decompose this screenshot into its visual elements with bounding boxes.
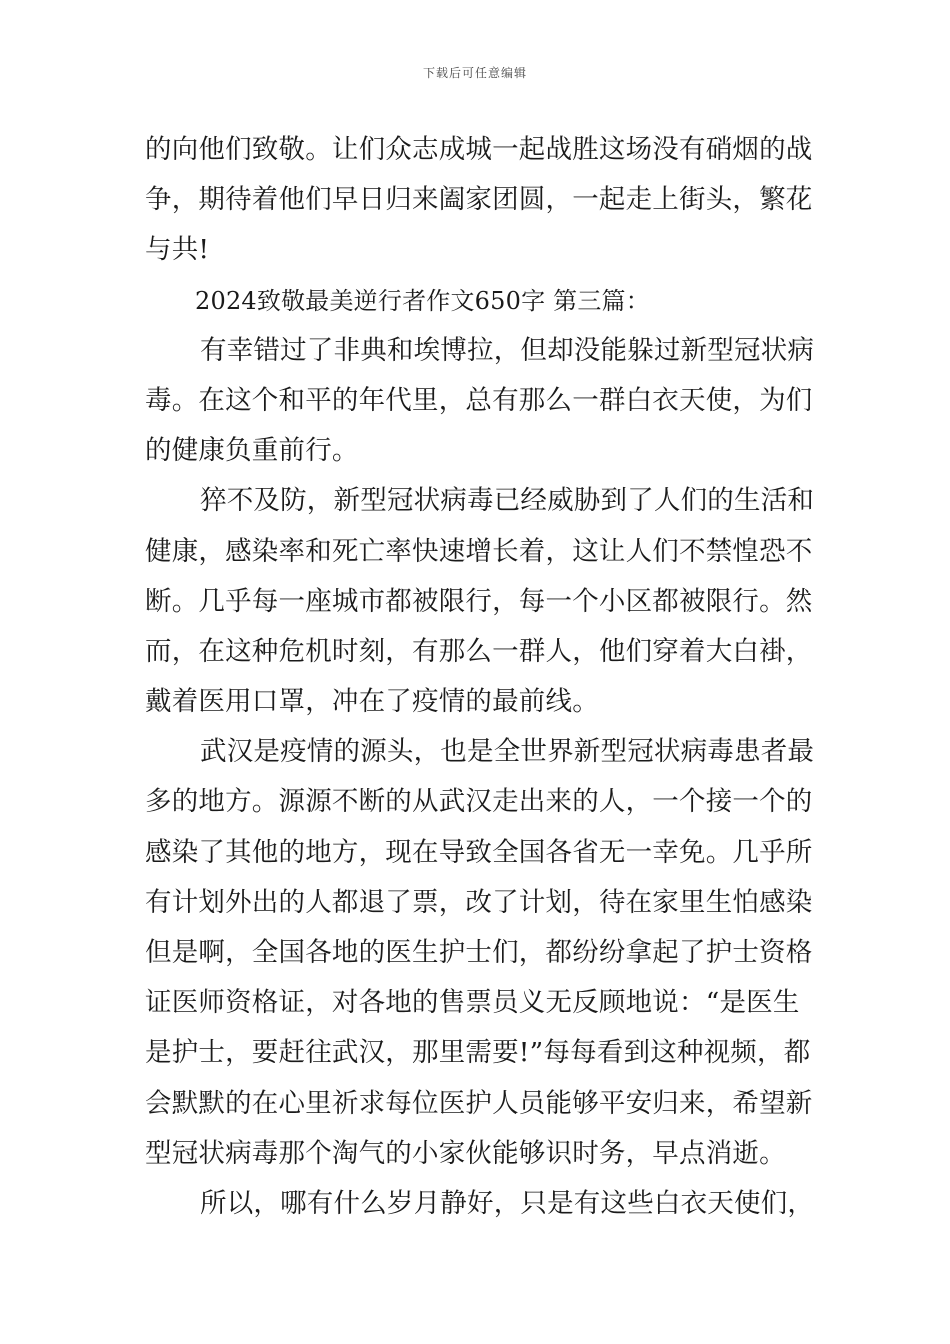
text-line: 毒。在这个和平的年代里，总有那么一群白衣天使，为们 — [145, 384, 813, 416]
text-line: 是护士，要赶往武汉，那里需要!”每每看到这种视频，都 — [145, 1037, 811, 1069]
text-line: 有计划外出的人都退了票，改了计划，待在家里生怕感染 — [145, 886, 813, 918]
text-line: 感染了其他的地方，现在导致全国各省无一幸免。几乎所 — [145, 836, 813, 868]
page-header: 下载后可任意编辑 — [422, 66, 527, 80]
text-line: 的健康负重前行。 — [145, 435, 359, 467]
document-body — [145, 128, 815, 1232]
text-line: 证医师资格证，对各地的售票员义无反顾地说：“是医生 — [145, 987, 800, 1019]
text-line: 所以，哪有什么岁月静好，只是有这些白衣天使们， — [200, 1187, 815, 1219]
text-line: 而，在这种危机时刻，有那么一群人，他们穿着大白褂， — [145, 635, 813, 667]
text-line: 戴着医用口罩，冲在了疫情的最前线。 — [145, 686, 599, 718]
text-line: 有幸错过了非典和埃博拉，但却没能躲过新型冠状病 — [200, 334, 815, 366]
text-line: 健康，感染率和死亡率快速增长着，这让人们不禁惶恐不 — [145, 535, 813, 567]
text-line: 的向他们致敬。让们众志成城一起战胜这场没有硝烟的战 — [145, 134, 813, 165]
text-line: 与共! — [145, 234, 210, 266]
text-line: 猝不及防，新型冠状病毒已经威胁到了人们的生活和 — [200, 485, 815, 517]
text-line: 争，期待着他们早日归来阖家团圆，一起走上街头，繁花 — [145, 184, 813, 216]
text-line: 多的地方。源源不断的从武汉走出来的人，一个接一个的 — [145, 786, 813, 818]
section-heading: 2024致敬最美逆行者作文650字 第三篇： — [195, 286, 650, 315]
text-line: 断。几乎每一座城市都被限行，每一个小区都被限行。然 — [145, 585, 813, 617]
text-line: 但是啊，全国各地的医生护士们，都纷纷拿起了护士资格 — [145, 937, 813, 968]
text-line: 武汉是疫情的源头，也是全世界新型冠状病毒患者最 — [200, 736, 815, 768]
text-line: 型冠状病毒那个淘气的小家伙能够识时务，早点消逝。 — [145, 1137, 786, 1169]
text-line: 会默默的在心里祈求每位医护人员能够平安归来，希望新 — [145, 1087, 813, 1119]
